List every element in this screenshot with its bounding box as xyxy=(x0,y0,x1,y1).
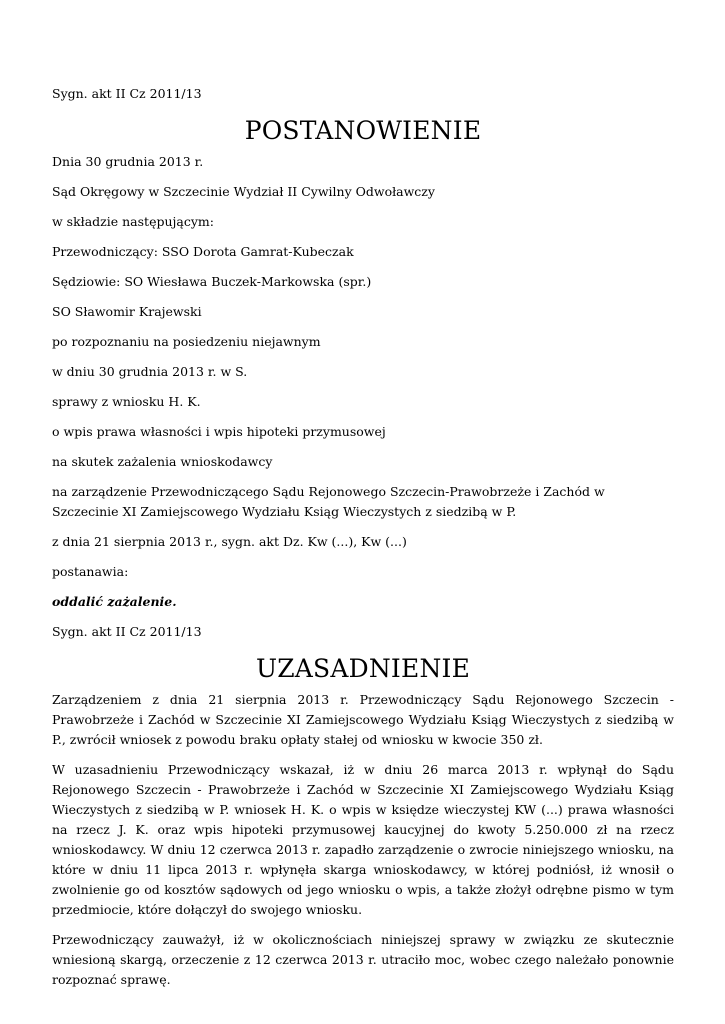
session-date: w dniu 30 grudnia 2013 r. w S. xyxy=(52,364,248,379)
document-title: POSTANOWIENIE xyxy=(244,116,482,145)
decision-date: Dnia 30 grudnia 2013 r. xyxy=(52,154,204,169)
justification-paragraph: Przewodniczący zauważył, iż w okolicznościach niniejszej sprawy w związku ze skutecznie wniesioną skargą, orzeczenie z 12 czerwca 2013 r. utraciło moc, wobec czego należało ponownie rozpoznać sprawę. xyxy=(52,932,674,987)
order-date-reference: z dnia 21 sierpnia 2013 r., sygn. akt Dz. Kw (...), Kw (...) xyxy=(52,534,407,549)
document-page xyxy=(52,84,674,1000)
justification-title: UZASADNIENIE xyxy=(255,654,471,683)
presiding-judge: Przewodniczący: SSO Dorota Gamrat-Kubeczak xyxy=(52,244,354,259)
case-subject: o wpis prawa własności i wpis hipoteki przymusowej xyxy=(52,424,386,439)
case-applicant: sprawy z wniosku H. K. xyxy=(52,394,201,409)
appealed-order: na zarządzenie Przewodniczącego Sądu Rejonowego Szczecin-Prawobrzeże i Zachód w Szczecinie XI Zamiejscowego Wydziału Ksiąg Wieczystych z siedzibą w P. xyxy=(52,484,605,519)
decides-label: postanawia: xyxy=(52,564,129,579)
court-name: Sąd Okręgowy w Szczecinie Wydział II Cywilny Odwoławczy xyxy=(52,184,435,199)
justification-paragraph: Zarządzeniem z dnia 21 sierpnia 2013 r. Przewodniczący Sądu Rejonowego Szczecin - Prawobrzeże i Zachód w Szczecinie XI Zamiejscowego Wydziału Ksiąg Wieczystych z siedzibą w P., zwrócił wniosek z powodu braku opłaty stałej od wniosku w kwocie 350 zł. xyxy=(52,692,674,747)
composition-intro: w składzie następującym: xyxy=(52,214,214,229)
judges: Sędziowie: SO Wiesława Buczek-Markowska (spr.) xyxy=(52,274,372,289)
case-number: Sygn. akt II Cz 2011/13 xyxy=(52,86,202,101)
justification-paragraph: W uzasadnieniu Przewodniczący wskazał, iż w dniu 26 marca 2013 r. wpłynął do Sądu Rejonowego Szczecin - Prawobrzeże i Zachód w Szczecinie XI Zamiejscowego Wydziału Ksiąg Wieczystych z siedzibą w P. wniosek H. K. o wpis w księdze wieczystej KW (...) prawa własności na rzecz J. K. oraz wpis hipoteki przymusowej kaucyjnej do kwoty 5.250.000 zł na rzecz wnioskodawcy. W dniu 12 czerwca 2013 r. zapadło zarządzenie o zwrocie niniejszego wniosku, na które w dniu 11 lipca 2013 r. wpłynęła skarga wnioskodawcy, w której podniósł, iż wnosił o zwolnienie go od kosztów sądowych od jego wniosku o wpis, a także złożył odrębne pismo w tym przedmiocie, które dołączył do swojego wniosku. xyxy=(52,762,674,917)
justification-case-number: Sygn. akt II Cz 2011/13 xyxy=(52,624,202,639)
appeal-basis: na skutek zażalenia wnioskodawcy xyxy=(52,454,273,469)
ruling: oddalić zażalenie. xyxy=(52,594,177,609)
session-type: po rozpoznaniu na posiedzeniu niejawnym xyxy=(52,334,321,349)
judge-second: SO Sławomir Krajewski xyxy=(52,304,202,319)
